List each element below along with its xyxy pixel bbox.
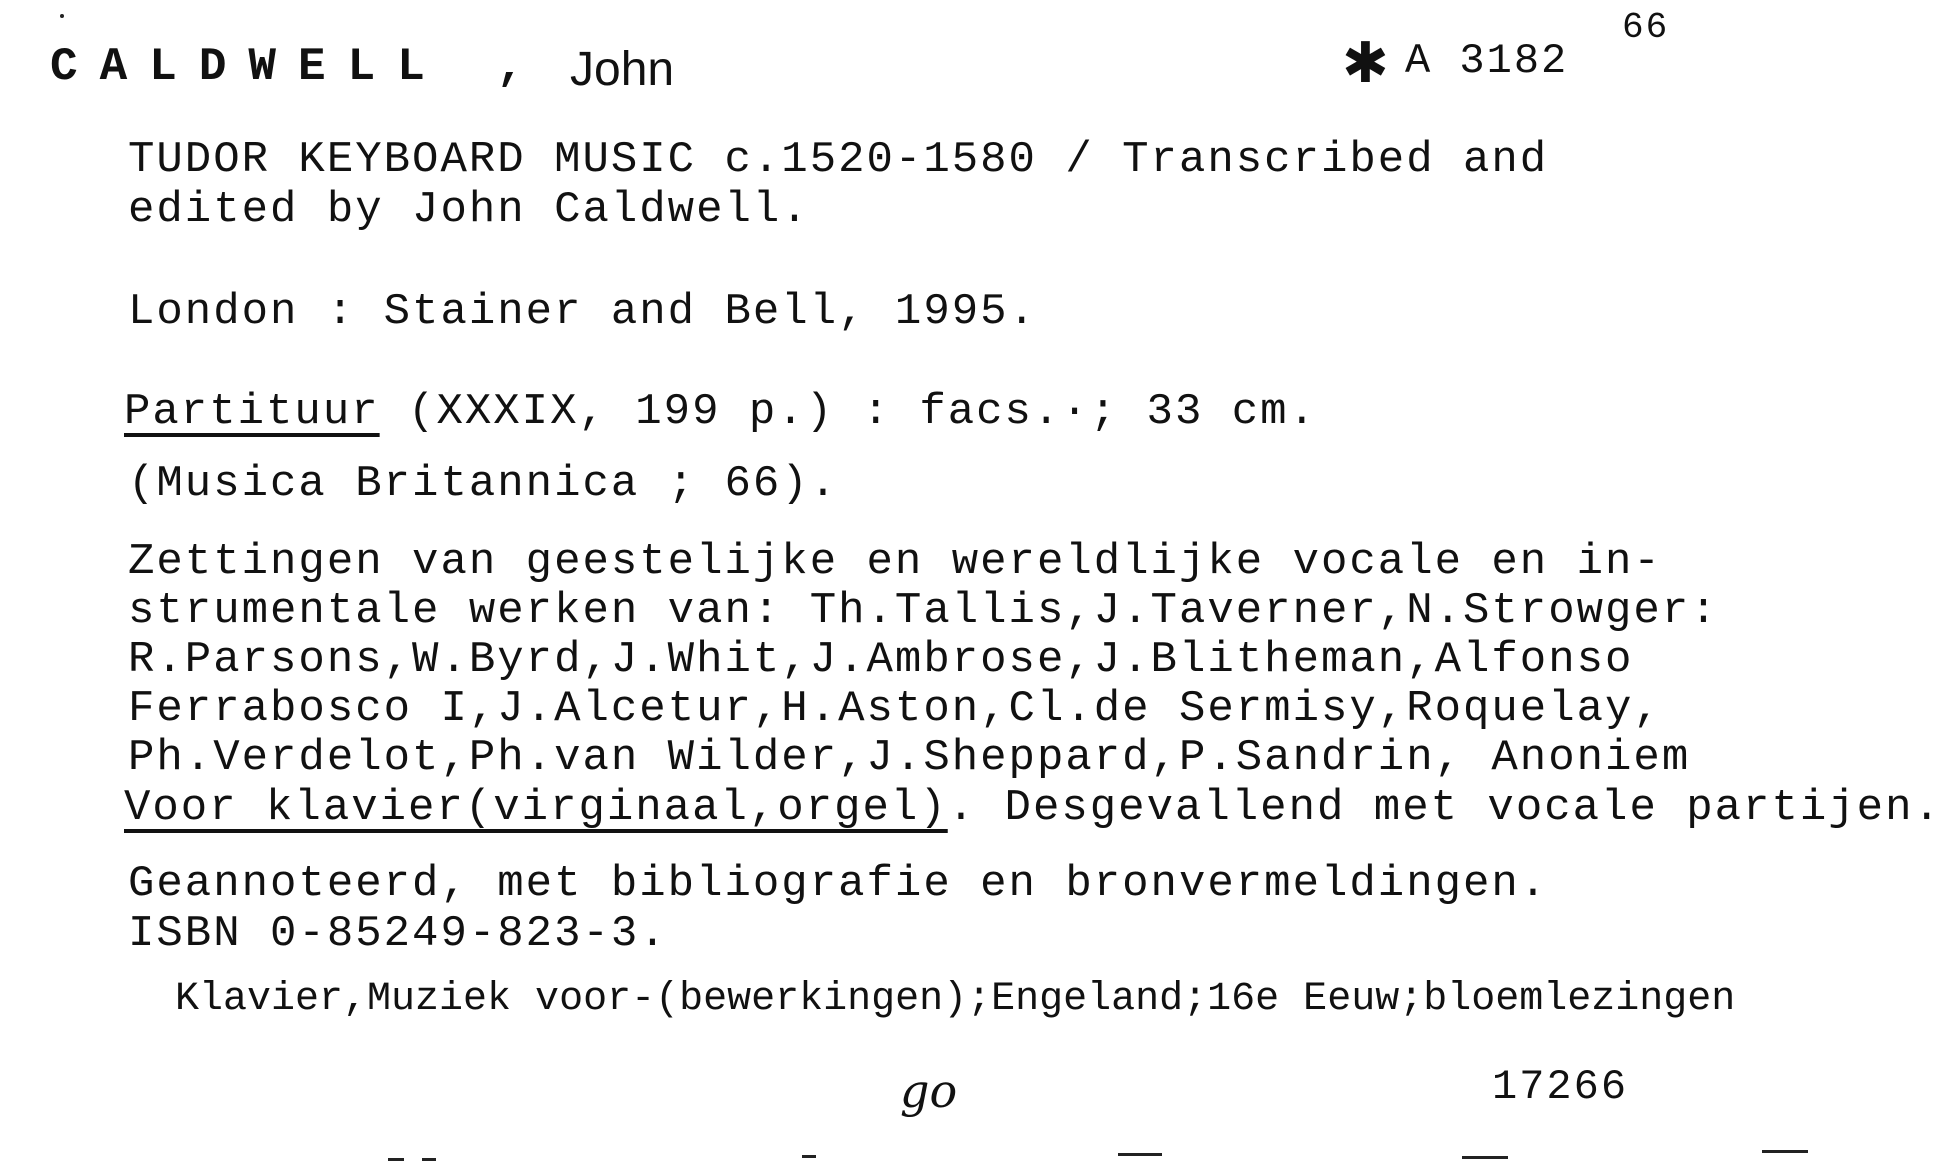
author-surname: CALDWELL , <box>50 41 547 93</box>
instrument-details: . Desgevallend met vocale partijen. <box>947 783 1942 833</box>
note-line: R.Parsons,W.Byrd,J.Whit,J.Ambrose,J.Blitheman,Alfonso <box>128 635 1634 685</box>
series-statement: (Musica Britannica ; 66). <box>128 459 839 509</box>
author-given-name: John <box>570 43 675 96</box>
note-line: Ferrabosco I,J.Alcetur,H.Aston,Cl.de Sermisy,Roquelay, <box>128 684 1662 734</box>
isbn: ISBN 0-85249-823-3. <box>128 909 668 959</box>
note-line: Zettingen van geestelijke en wereldlijke vocale en in- <box>128 537 1662 587</box>
shelfmark-superscript: 66 <box>1622 7 1670 48</box>
collation <box>124 387 1317 437</box>
shelfmark: A 3182 <box>1405 37 1569 85</box>
edge-mark <box>1118 1153 1162 1156</box>
edge-mark <box>802 1155 816 1158</box>
instrument-term: Voor klavier(virginaal,orgel) <box>124 783 948 833</box>
edge-mark <box>422 1158 436 1161</box>
imprint: London : Stainer and Bell, 1995. <box>128 287 1037 337</box>
handwritten-mark: go <box>900 1064 958 1118</box>
title-line-1: TUDOR KEYBOARD MUSIC c.1520-1580 / Transcribed and <box>128 135 1549 185</box>
note-line: strumentale werken van: Th.Tallis,J.Taverner,N.Strowger: <box>128 586 1719 636</box>
collation-term: Partituur <box>124 387 380 437</box>
annotation-note: Geannoteerd, met bibliografie en bronvermeldingen. <box>128 859 1549 909</box>
subject-heading: Klavier,Muziek voor-(bewerkingen);Engeland;16e Eeuw;bloemlezingen <box>175 977 1736 1022</box>
edge-mark <box>1762 1150 1808 1153</box>
accession-number: 17266 <box>1492 1063 1629 1111</box>
edge-mark <box>388 1158 404 1161</box>
instrument-note <box>124 783 1942 833</box>
note-line: Ph.Verdelot,Ph.van Wilder,J.Sheppard,P.Sandrin, Anoniem <box>128 733 1691 783</box>
title-line-2: edited by John Caldwell. <box>128 185 810 235</box>
collation-details: (XXXIX, 199 p.) : facs.·; 33 cm. <box>379 387 1317 437</box>
speck-mark <box>60 14 64 18</box>
edge-mark <box>1462 1156 1508 1159</box>
asterisk-icon: ✱ <box>1342 31 1391 96</box>
